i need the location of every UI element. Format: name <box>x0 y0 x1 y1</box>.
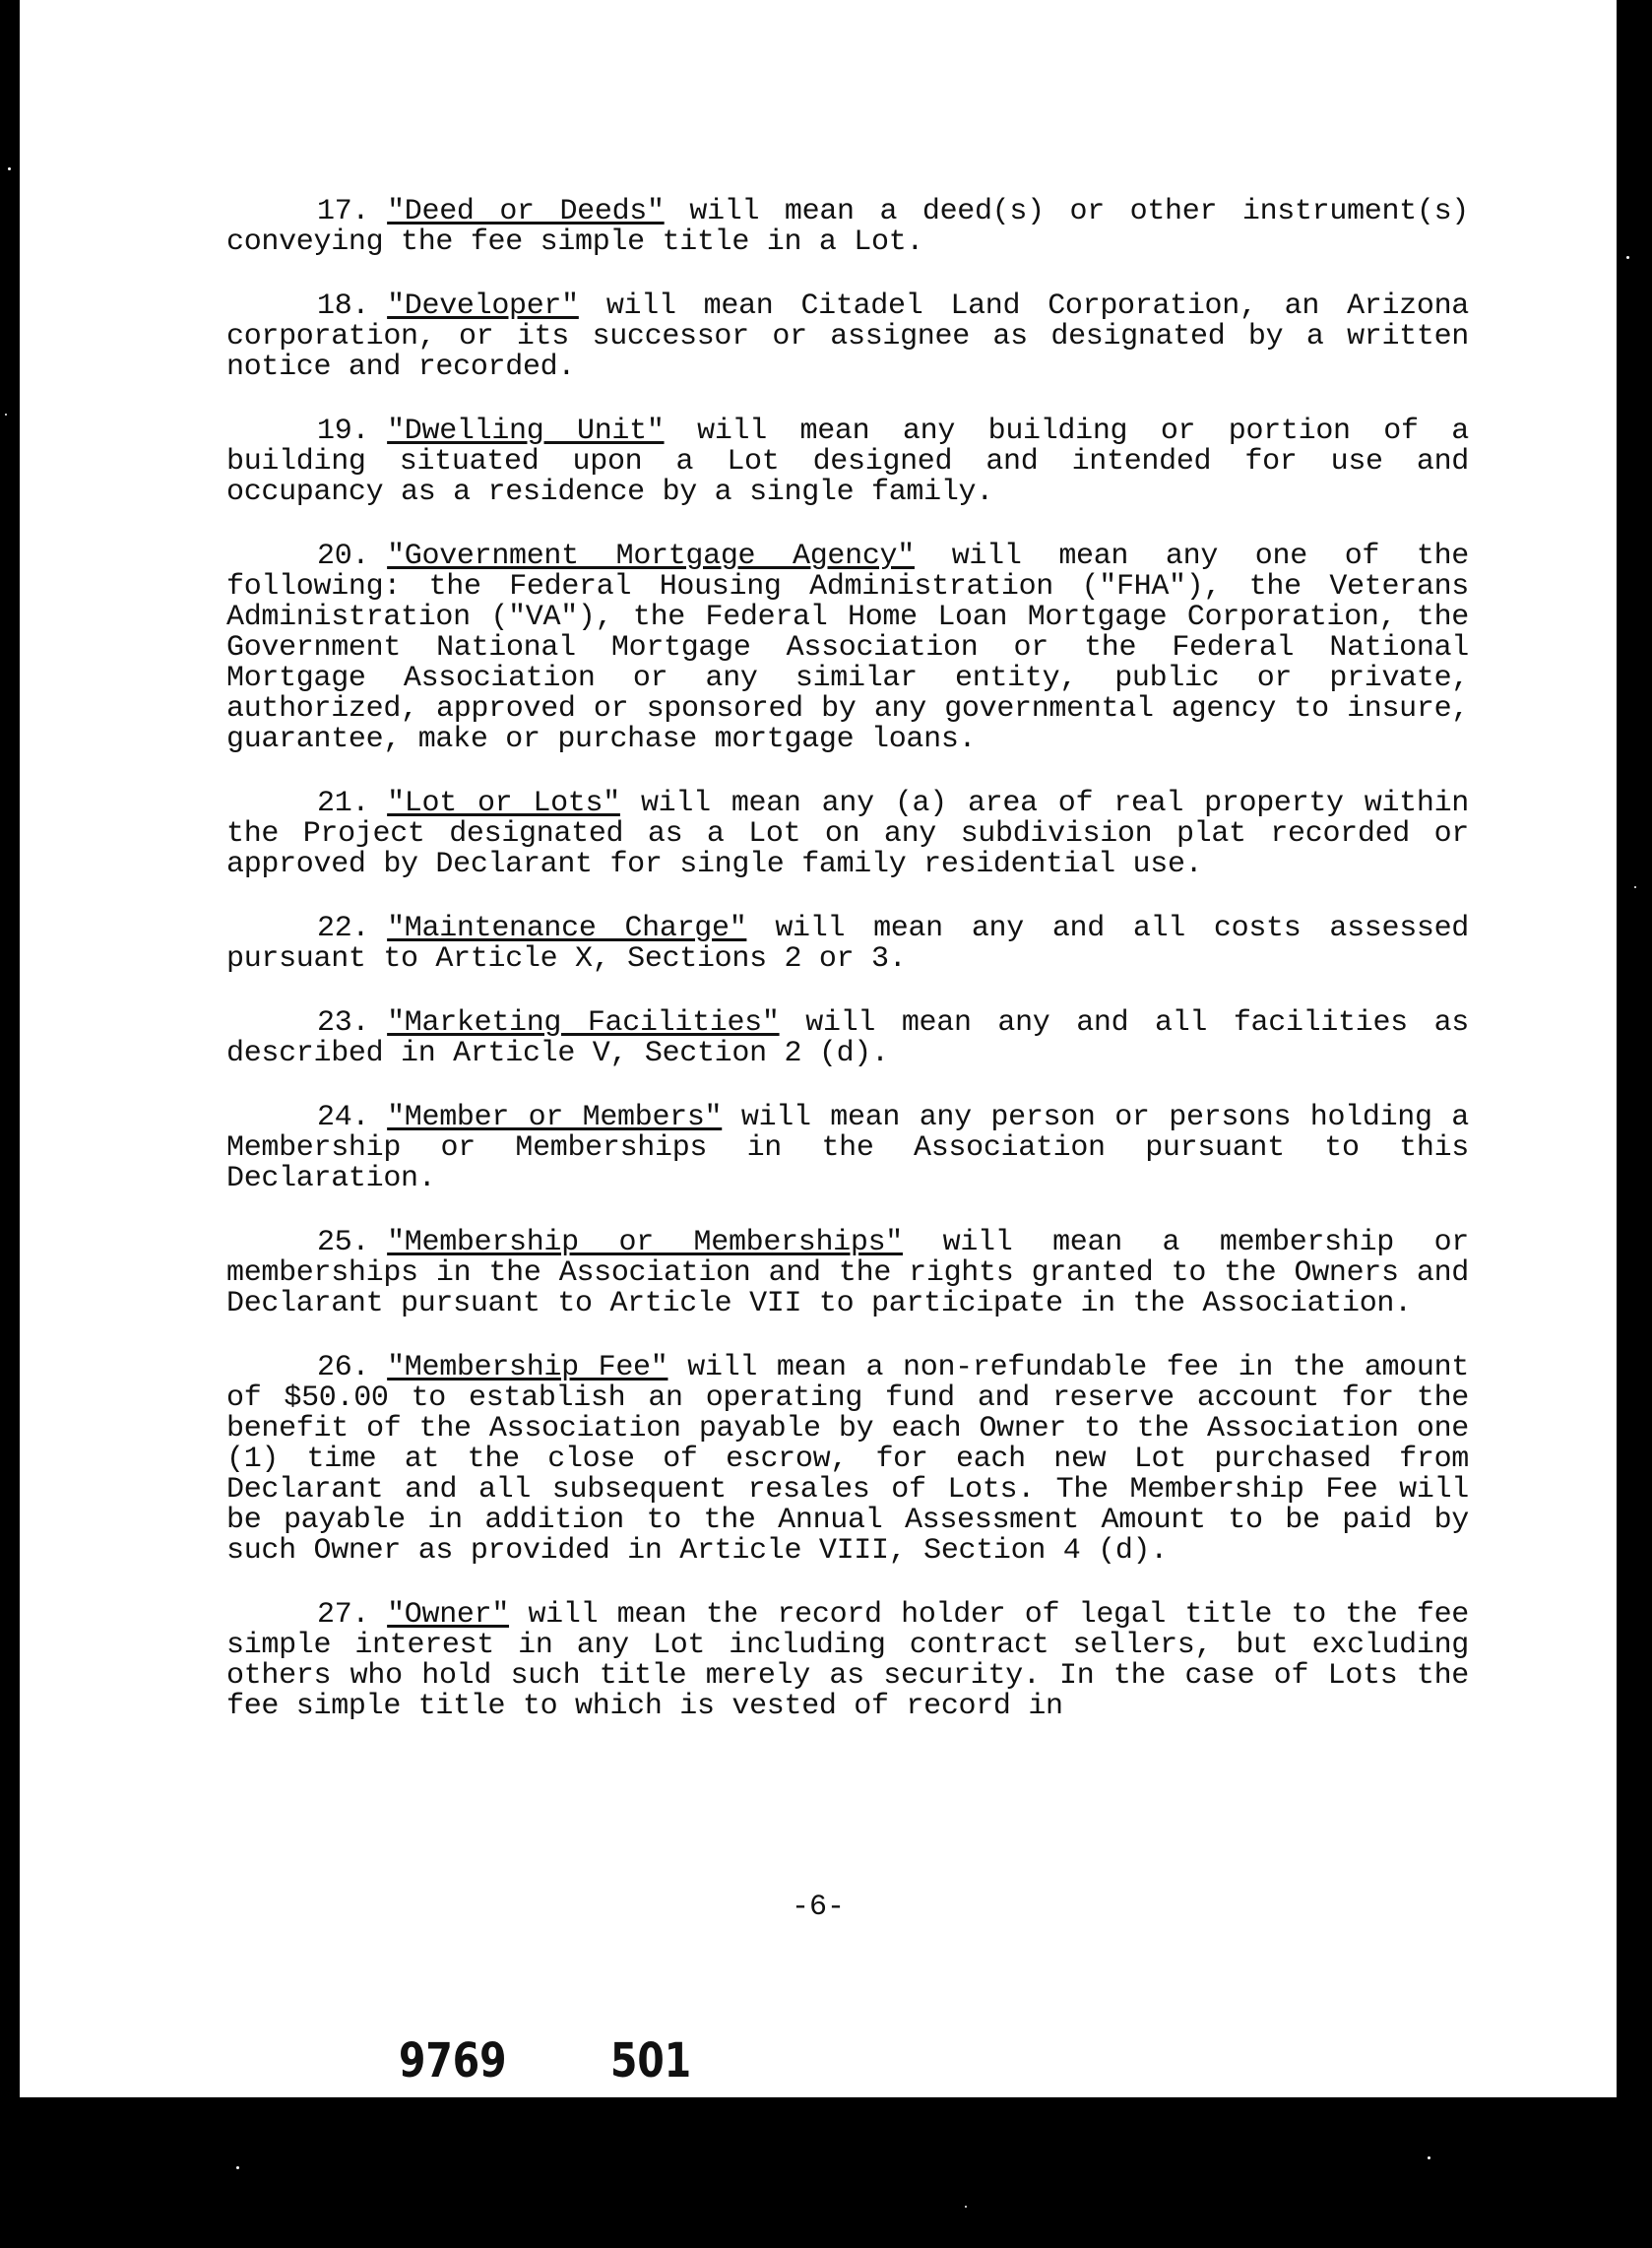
scan-speck <box>1634 886 1636 888</box>
definition-number: 27. <box>317 1598 370 1632</box>
definition-number: 26. <box>317 1351 370 1384</box>
definition-term: "Membership or Memberships" <box>387 1226 903 1259</box>
page-number: -6- <box>791 1891 845 1924</box>
definition-number: 20. <box>317 540 370 573</box>
definition-24 <box>226 1103 1469 1194</box>
definition-26 <box>226 1353 1469 1567</box>
definition-23 <box>226 1008 1469 1069</box>
definition-text: will mean a membership or memberships in the Association and the rights granted to the Owners and Declarant pursuant to Article VII to participate in the Association. <box>226 1226 1469 1320</box>
definition-term: "Dwelling Unit" <box>387 415 665 448</box>
scan-speck <box>1428 2156 1430 2159</box>
definition-number: 19. <box>317 415 370 448</box>
definition-text: will mean any one of the following: the Federal Housing Administration ("FHA"), the Veterans Administration ("VA"), the Federal Home Loan Mortgage Corporation, the Government National Mortgage Association or the Federal National Mortgage Association or any similar entity, public or private, authorized, approved or sponsored by any governmental agency to insure, guarantee, make or purchase mortgage loans. <box>226 540 1469 756</box>
definition-number: 23. <box>317 1006 370 1040</box>
definition-number: 24. <box>317 1101 370 1134</box>
document-page <box>20 0 1617 2097</box>
definition-text: will mean any person or persons holding a Membership or Memberships in the Association pursuant to this Declaration. <box>226 1101 1469 1195</box>
definition-number: 22. <box>317 912 370 945</box>
definition-19 <box>226 417 1469 508</box>
definition-term: "Deed or Deeds" <box>387 195 665 228</box>
scan-speck <box>5 414 7 416</box>
definition-term: "Maintenance Charge" <box>387 912 747 945</box>
definition-text: will mean Citadel Land Corporation, an Arizona corporation, or its successor or assignee as designated by a written notice and recorded. <box>226 289 1469 384</box>
definition-number: 25. <box>317 1226 370 1259</box>
definition-text: will mean any (a) area of real property within the Project designated as a Lot on any subdivision plat recorded or approved by Declarant for single family residential use. <box>226 787 1469 881</box>
scan-speck <box>236 2166 239 2169</box>
definition-17 <box>226 197 1469 258</box>
recording-page-number: 501 <box>610 2033 692 2088</box>
scan-speck <box>965 2206 967 2208</box>
recording-book-number: 9769 <box>399 2033 507 2088</box>
definition-text: will mean any and all facilities as described in Article V, Section 2 (d). <box>226 1006 1469 1070</box>
definition-term: "Owner" <box>387 1598 510 1632</box>
definition-number: 18. <box>317 289 370 323</box>
definition-text: will mean any and all costs assessed pursuant to Article X, Sections 2 or 3. <box>226 912 1470 976</box>
definitions-list <box>226 197 1469 1756</box>
definition-text: will mean a non-refundable fee in the amount of $50.00 to establish an operating fund and reserve account for the benefit of the Association payable by each Owner to the Association one (1) time at the close of escrow, for each new Lot purchased from Declarant and all subsequent resales of Lots. The Membership Fee will be payable in addition to the Annual Assessment Amount to be paid by such Owner as provided in Article VIII, Section 4 (d). <box>226 1351 1469 1568</box>
definition-text: will mean a deed(s) or other instrument(s) conveying the fee simple title in a Lot. <box>226 195 1469 259</box>
definition-20 <box>226 542 1469 755</box>
definition-term: "Membership Fee" <box>387 1351 668 1384</box>
definition-number: 21. <box>317 787 370 820</box>
scan-speck <box>1626 256 1629 259</box>
definition-text: will mean the record holder of legal title to the fee simple interest in any Lot including contract sellers, but excluding others who hold such title merely as security. In the case of Lots the fee simple title to which is vested of record in <box>226 1598 1469 1723</box>
definition-22 <box>226 914 1469 975</box>
definition-term: "Marketing Facilities" <box>387 1006 780 1040</box>
definition-term: "Lot or Lots" <box>387 787 620 820</box>
definition-text: will mean any building or portion of a building situated upon a Lot designed and intended for use and occupancy as a residence by a single family. <box>226 415 1470 509</box>
definition-21 <box>226 789 1469 880</box>
definition-18 <box>226 291 1469 383</box>
definition-term: "Member or Members" <box>387 1101 723 1134</box>
definition-number: 17. <box>317 195 370 228</box>
definition-25 <box>226 1228 1469 1319</box>
scan-speck <box>8 167 11 170</box>
definition-27 <box>226 1600 1469 1722</box>
definition-term: "Developer" <box>387 289 579 323</box>
definition-term: "Government Mortgage Agency" <box>387 540 915 573</box>
